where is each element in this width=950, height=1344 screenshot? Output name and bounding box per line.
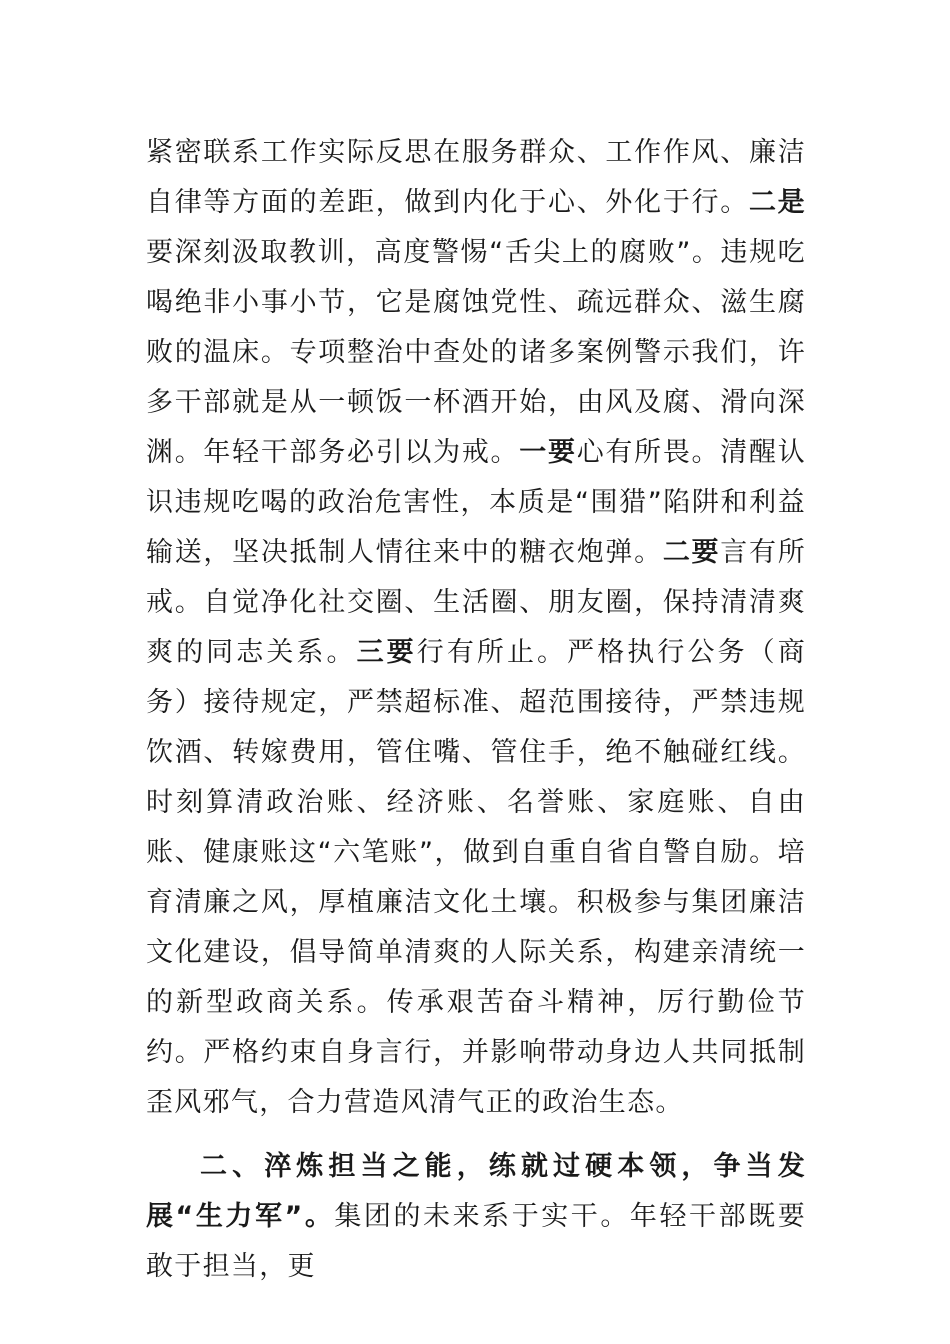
text-span: 集团的未来系于实干。年轻干部既要敢于担当，更 xyxy=(146,1201,806,1282)
bold-marker-third: 三要 xyxy=(356,637,417,668)
bold-marker-second: 二要 xyxy=(662,537,721,568)
bold-marker-two: 二是 xyxy=(748,187,806,218)
text-span: 行有所止。严格执行公务（商务）接待规定，严禁超标准、超范围接待，严禁违规饮酒、转嫁费用，管住嘴、管住手，绝不触碰红线。时刻算清政治账、经济账、名誉账、家庭账、自由账、健康账这“六笔账”，做到自重自省自警自励。培育清廉之风，厚植廉洁文化土壤。积极参与集团廉洁文化建设，倡导简单清爽的人际关系，构建亲清统一的新型政商关系。传承艰苦奋斗精神，厉行勤俭节约。严格约束自身言行，并影响带动身边人共同抵制歪风邪气，合力营造风清气正的政治生态。 xyxy=(146,637,806,1118)
section-heading: 二、淬炼担当之能，练就过硬本领，争当发展“生力军”。 xyxy=(146,1151,806,1232)
bold-marker-first: 一要 xyxy=(519,437,577,468)
text-span: 心有所畏。清醒认识违规吃喝的政治危害性，本质是“围猎”陷阱和利益输送，坚决抵制人情往来中的糖衣炮弹。 xyxy=(146,437,806,568)
paragraph-section-two xyxy=(146,1142,806,1292)
paragraph-integrity xyxy=(146,128,806,1128)
text-span: 言有所戒。自觉净化社交圈、生活圈、朋友圈，保持清清爽爽的同志关系。 xyxy=(146,537,806,668)
text-span: 要深刻汲取教训，高度警惕“舌尖上的腐败”。违规吃喝绝非小事小节，它是腐蚀党性、疏远群众、滋生腐败的温床。专项整治中查处的诸多案例警示我们，许多干部就是从一顿饭一杯酒开始，由风及腐、滑向深渊。年轻干部务必引以为戒。 xyxy=(146,237,806,468)
body-text xyxy=(146,128,806,1292)
text-span: 紧密联系工作实际反思在服务群众、工作作风、廉洁自律等方面的差距，做到内化于心、外化于行。 xyxy=(146,137,806,218)
